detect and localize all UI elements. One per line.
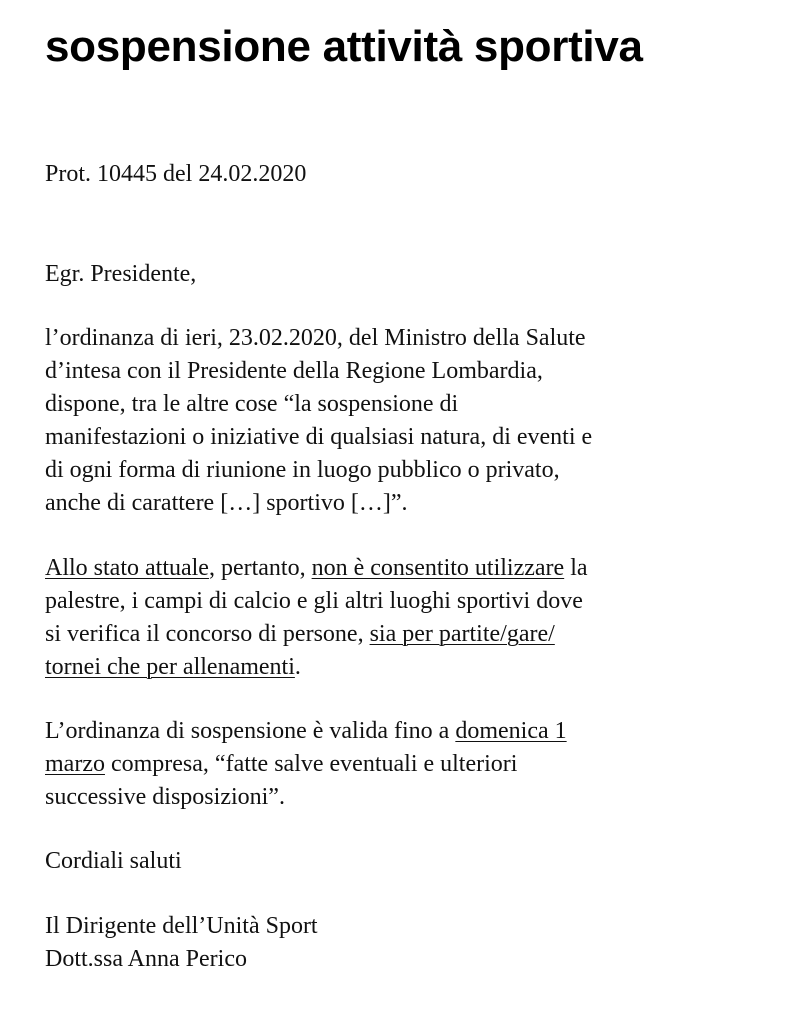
underlined-text: Allo stato attuale <box>45 555 209 581</box>
paragraph-line: dispone, tra le altre cose “la sospensione di <box>45 391 459 417</box>
text-run: la <box>564 555 588 581</box>
paragraph-line: d’intesa con il Presidente della Regione Lombardia, <box>45 358 543 384</box>
underlined-text: domenica 1 <box>455 718 567 744</box>
underlined-text: sia per partite/gare/ <box>369 621 555 647</box>
paragraph-line: di ogni forma di riunione in luogo pubblico o privato, <box>45 457 560 483</box>
closing <box>45 845 685 878</box>
signature-name: Dott.ssa Anna Perico <box>45 946 247 972</box>
salutation <box>45 258 685 291</box>
paragraph-line <box>45 651 685 684</box>
signature-block <box>45 910 685 976</box>
paragraph-line <box>45 552 685 585</box>
text-run: , pertanto, <box>208 555 312 581</box>
underlined-text: non è consentito utilizzare <box>311 555 565 581</box>
protocol-line <box>45 158 685 191</box>
text-run: . <box>294 654 301 680</box>
paragraph-line: l’ordinanza di ieri, 23.02.2020, del Ministro della Salute <box>45 325 586 351</box>
paragraph-ordinance <box>45 322 685 520</box>
text-run: compresa, “fatte salve eventuali e ulteriori <box>104 751 518 777</box>
signature-role: Il Dirigente dell’Unità Sport <box>45 913 318 939</box>
protocol-text: Prot. 10445 del 24.02.2020 <box>45 161 307 187</box>
salutation-text: Egr. Presidente, <box>45 261 197 287</box>
text-run: si verifica il concorso di persone, <box>45 621 370 647</box>
closing-text: Cordiali saluti <box>45 848 182 874</box>
paragraph-line <box>45 748 685 781</box>
underlined-text: marzo <box>45 751 105 777</box>
paragraph-restrictions <box>45 552 685 684</box>
text-run: L’ordinanza di sospensione è valida fino a <box>45 718 456 744</box>
paragraph-line <box>45 715 685 748</box>
document-title: sospensione attività sportiva <box>45 22 643 71</box>
paragraph-line: palestre, i campi di calcio e gli altri luoghi sportivi dove <box>45 588 583 614</box>
paragraph-validity <box>45 715 685 814</box>
paragraph-line: manifestazioni o iniziative di qualsiasi natura, di eventi e <box>45 424 593 450</box>
paragraph-line: successive disposizioni”. <box>45 784 285 810</box>
paragraph-line: anche di carattere […] sportivo […]”. <box>45 490 408 516</box>
underlined-text: tornei che per allenamenti <box>45 654 295 680</box>
paragraph-line <box>45 618 685 651</box>
